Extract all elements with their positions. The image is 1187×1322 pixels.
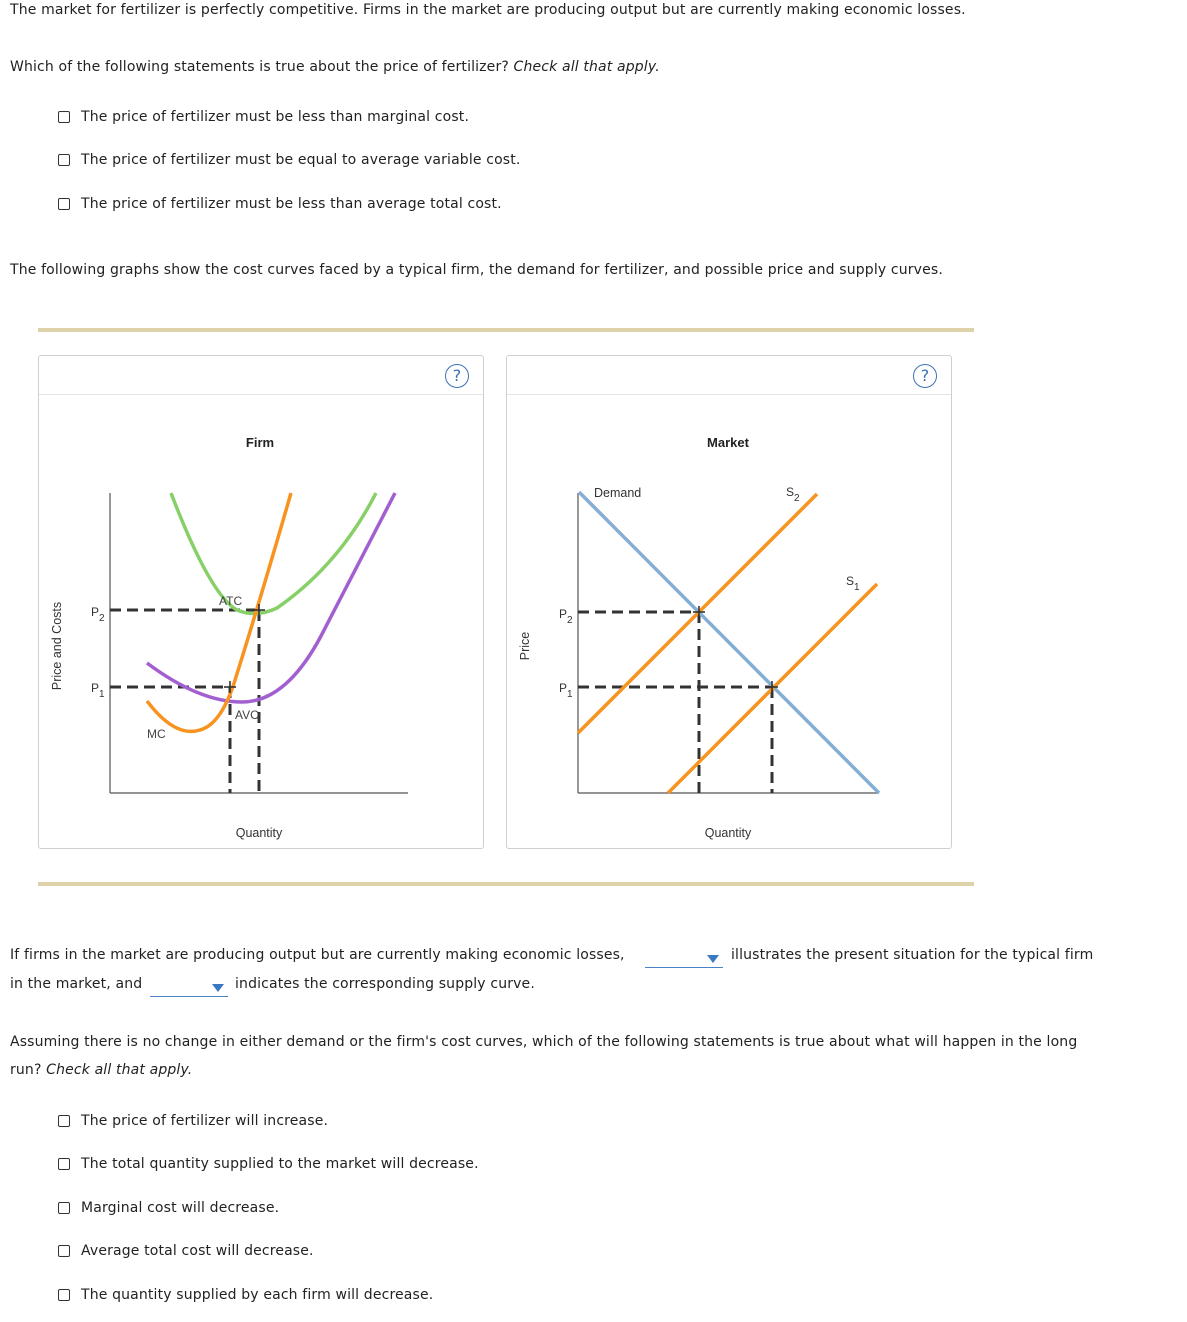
- market-graph-title: Market: [707, 435, 749, 450]
- market-x-axis-label: Quantity: [704, 826, 752, 840]
- firm-graph-panel: [38, 355, 484, 849]
- demand-curve: [579, 492, 879, 793]
- bottom-divider: [38, 882, 974, 886]
- situation-dropdown[interactable]: [645, 949, 723, 972]
- q2-option-3[interactable]: [58, 1200, 279, 1216]
- q1-option-2-label: The price of fertilizer must be equal to average variable cost.: [81, 152, 521, 168]
- market-p2-label: $P_2$: [559, 607, 573, 626]
- q2-prompt-cont: run? Check all that apply.: [10, 1062, 193, 1078]
- q1-option-3-label: The price of fertilizer must be less than average total cost.: [81, 196, 502, 212]
- fill-text-part3: in the market, and: [10, 976, 143, 992]
- atc-label: ATC: [219, 594, 243, 608]
- checkbox[interactable]: [58, 1289, 70, 1301]
- q2-option-1[interactable]: [58, 1113, 328, 1129]
- checkbox[interactable]: [58, 154, 70, 166]
- firm-y-axis-label: Price and Costs: [50, 601, 64, 691]
- avc-label: AVC: [235, 708, 259, 722]
- q1-option-3[interactable]: [58, 196, 502, 212]
- q2-option-2-label: The total quantity supplied to the market will decrease.: [81, 1156, 479, 1172]
- q1-option-1-label: The price of fertilizer must be less than marginal cost.: [81, 109, 470, 125]
- chevron-down-icon: [212, 984, 224, 992]
- fill-text-part2: illustrates the present situation for the typical firm: [731, 947, 1094, 963]
- checkbox[interactable]: [58, 1245, 70, 1257]
- q2-instruction: Check all that apply.: [46, 1062, 193, 1078]
- q2-option-4-label: Average total cost will decrease.: [81, 1243, 314, 1259]
- checkbox[interactable]: [58, 1202, 70, 1214]
- s2-label: $S_2$: [786, 485, 800, 504]
- situation-dropdown-control[interactable]: [645, 949, 723, 968]
- market-p1-label: $P_1$: [559, 681, 573, 700]
- fill-line-1: [10, 947, 625, 963]
- q1-option-2[interactable]: [58, 152, 520, 168]
- q2-option-1-label: The price of fertilizer will increase.: [81, 1113, 329, 1129]
- supply-curve-dropdown[interactable]: [150, 978, 228, 1001]
- checkbox[interactable]: [58, 198, 70, 210]
- intro-text: The market for fertilizer is perfectly competitive. Firms in the market are producing output but are currently making economic losses.: [10, 2, 966, 18]
- firm-x-axis-label: Quantity: [235, 826, 283, 840]
- mc-label: MC: [147, 727, 166, 741]
- s1-label: $S_1$: [846, 574, 860, 593]
- q2-prompt: Assuming there is no change in either demand or the firm's cost curves, which of the following statements is true about what will happen in the long: [10, 1034, 1078, 1050]
- checkbox[interactable]: [58, 1158, 70, 1170]
- market-y-axis-label: Price: [518, 631, 532, 661]
- q2-option-4[interactable]: [58, 1243, 314, 1259]
- checkbox[interactable]: [58, 111, 70, 123]
- help-icon[interactable]: ?: [913, 364, 937, 388]
- chevron-down-icon: [707, 955, 719, 963]
- firm-p2-label: $P_2$: [91, 605, 105, 624]
- checkbox[interactable]: [58, 1115, 70, 1127]
- q2-option-5-label: The quantity supplied by each firm will decrease.: [81, 1287, 434, 1303]
- help-icon[interactable]: ?: [445, 364, 469, 388]
- market-graph-panel: [506, 355, 952, 849]
- market-graph[interactable]: [507, 356, 953, 850]
- supply-curve-dropdown-control[interactable]: [150, 978, 228, 997]
- q1-option-1[interactable]: [58, 109, 469, 125]
- firm-graph[interactable]: [39, 356, 485, 850]
- fill-text-part4: indicates the corresponding supply curve.: [235, 976, 535, 992]
- q1-instruction: Check all that apply.: [513, 59, 660, 75]
- top-divider: [38, 328, 974, 332]
- q2-option-5[interactable]: [58, 1287, 433, 1303]
- firm-p1-label: $P_1$: [91, 681, 105, 700]
- q2-option-2[interactable]: [58, 1156, 479, 1172]
- q1-prompt: Which of the following statements is true about the price of fertilizer? Check all that apply.: [10, 59, 660, 75]
- q2-option-3-label: Marginal cost will decrease.: [81, 1200, 280, 1216]
- demand-label: Demand: [594, 486, 642, 500]
- fill-text-part1: If firms in the market are producing output but are currently making economic losses,: [10, 947, 625, 963]
- graphs-intro: The following graphs show the cost curves faced by a typical firm, the demand for fertilizer, and possible price and supply curves.: [10, 262, 943, 278]
- firm-graph-title: Firm: [245, 435, 275, 450]
